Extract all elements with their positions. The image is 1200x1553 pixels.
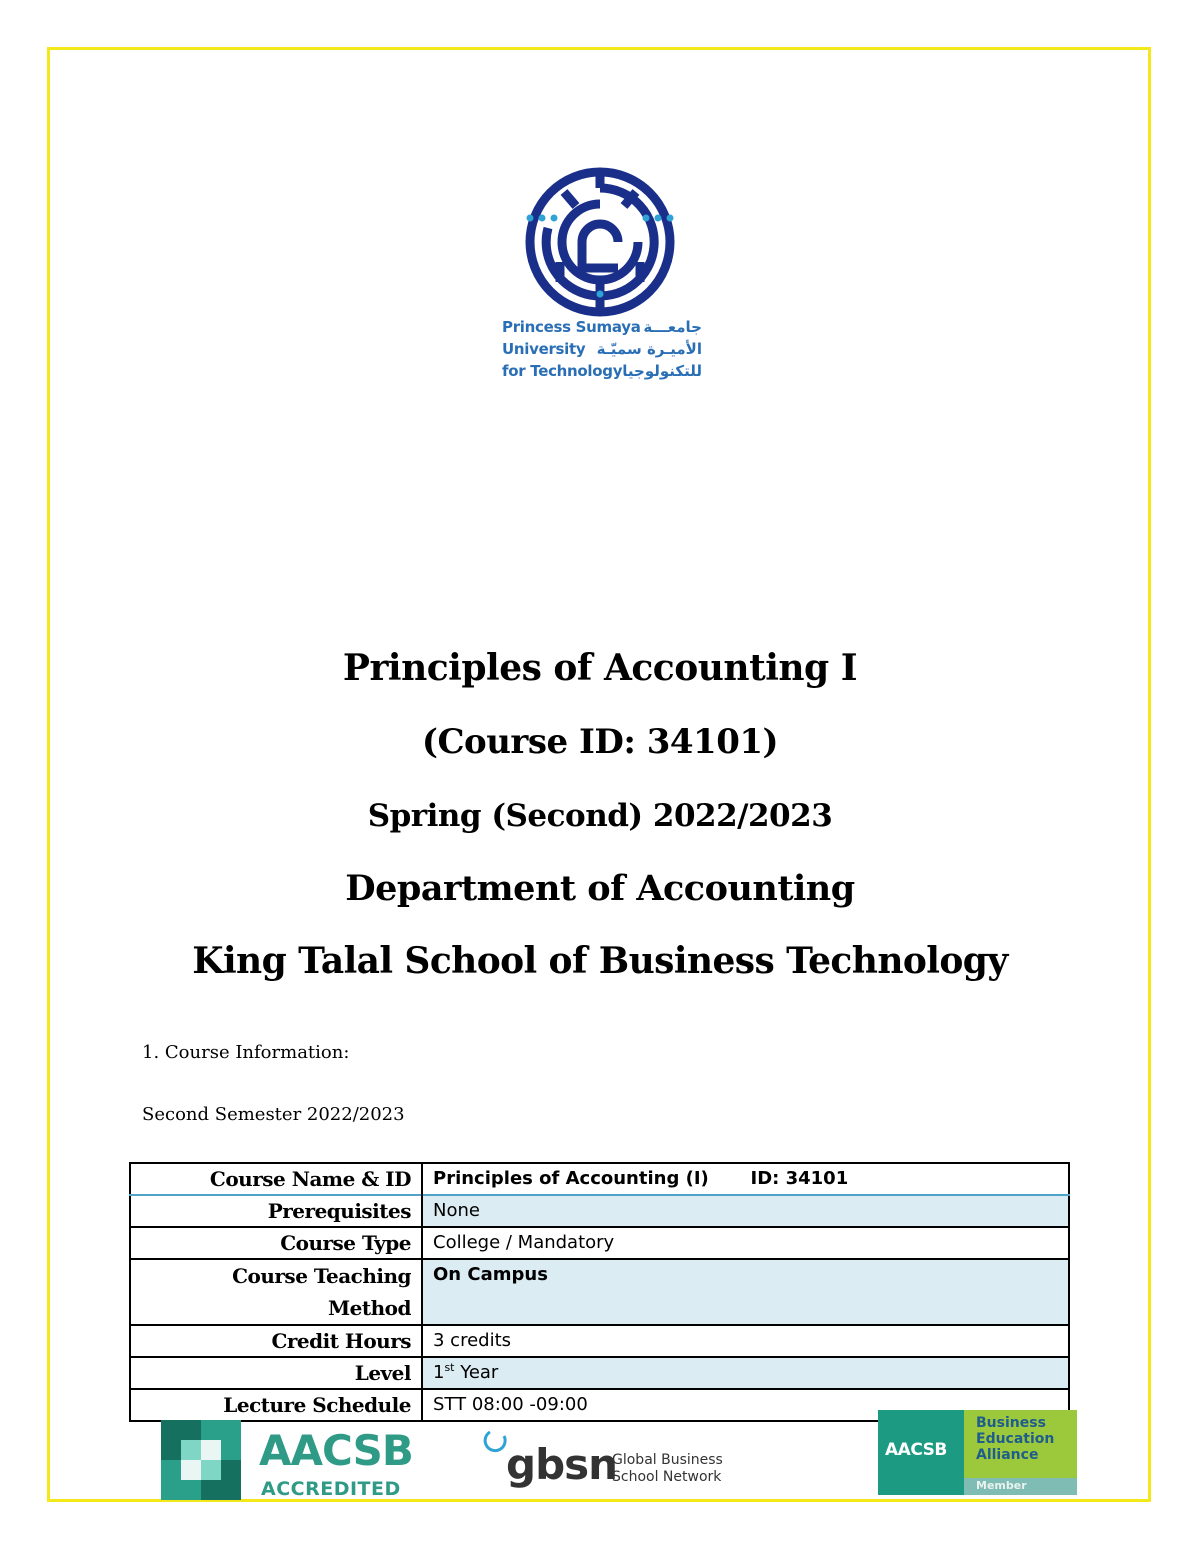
teaching-method-value: On Campus: [433, 1264, 548, 1285]
aacsb-word: AACSB: [259, 1426, 413, 1475]
row-value: [422, 1163, 1069, 1195]
university-name-ar-1: جامعـــة: [643, 318, 702, 336]
level-rest: Year: [454, 1362, 499, 1383]
row-label-line: Course Teaching: [232, 1264, 411, 1288]
gbsn-logo: [478, 1428, 728, 1498]
row-value: None: [422, 1195, 1069, 1227]
course-id: (Course ID: 34101): [421, 722, 779, 762]
term: Spring (Second) 2022/2023: [367, 798, 833, 834]
university-name-ar-2: الأميـرة سميّـة: [596, 340, 702, 358]
course-title: Principles of Accounting I: [342, 647, 858, 689]
aacsb-mark-icon: [161, 1420, 241, 1500]
row-label: Credit Hours: [130, 1325, 422, 1357]
university-name-ar-3: للتكنولوجيا: [622, 362, 702, 380]
course-info-table: [129, 1162, 1070, 1422]
university-emblem-logo: [520, 162, 680, 322]
row-label: Prerequisites: [130, 1195, 422, 1227]
level-number: 1: [433, 1362, 445, 1383]
department: Department of Accounting: [345, 868, 855, 909]
semester-label: Second Semester 2022/2023: [142, 1104, 405, 1125]
bea-line: Alliance: [976, 1447, 1039, 1463]
aacsb-accredited-logo: [161, 1420, 413, 1500]
table-row: [130, 1259, 1069, 1325]
table-row: [130, 1163, 1069, 1195]
table-row: [130, 1227, 1069, 1259]
university-name-en-2: University: [502, 340, 586, 358]
row-label-line: Method: [328, 1296, 411, 1320]
bea-line: Business: [976, 1415, 1046, 1431]
gbsn-sub-line: School Network: [612, 1469, 722, 1485]
bea-left-panel: [878, 1410, 964, 1495]
course-name-value: Principles of Accounting (I): [433, 1168, 709, 1189]
business-education-alliance-logo: [878, 1410, 1077, 1495]
university-name-en-1: Princess Sumaya: [502, 318, 641, 336]
course-id-value: ID: 34101: [750, 1168, 849, 1189]
row-label: Course Name & ID: [130, 1163, 422, 1195]
school: King Talal School of Business Technology: [192, 940, 1008, 982]
table-row: [130, 1195, 1069, 1227]
table-row: [130, 1325, 1069, 1357]
row-value: [422, 1357, 1069, 1389]
row-value: STT 08:00 -09:00: [433, 1394, 588, 1415]
row-label: Course Type: [130, 1227, 422, 1259]
row-label: Level: [130, 1357, 422, 1389]
university-wordmark: [502, 318, 702, 384]
gbsn-sub-line: Global Business: [612, 1452, 723, 1468]
bea-member-strip: [964, 1478, 1077, 1495]
bea-aacsb: AACSB: [885, 1440, 947, 1460]
row-value: College / Mandatory: [433, 1232, 615, 1253]
bea-line: Education: [976, 1431, 1055, 1447]
aacsb-sub: ACCREDITED: [261, 1478, 401, 1500]
table-row: [130, 1357, 1069, 1389]
row-label: Lecture Schedule: [130, 1389, 422, 1421]
bea-member: Member: [976, 1479, 1027, 1492]
row-value: [422, 1259, 1069, 1325]
section-heading: 1. Course Information:: [142, 1042, 350, 1063]
level-suffix: st: [444, 1361, 455, 1374]
row-label: [130, 1259, 422, 1325]
gbsn-word: gbsn: [506, 1440, 618, 1489]
row-value: 3 credits: [433, 1330, 512, 1351]
university-name-en-3: for Technology: [502, 362, 623, 380]
